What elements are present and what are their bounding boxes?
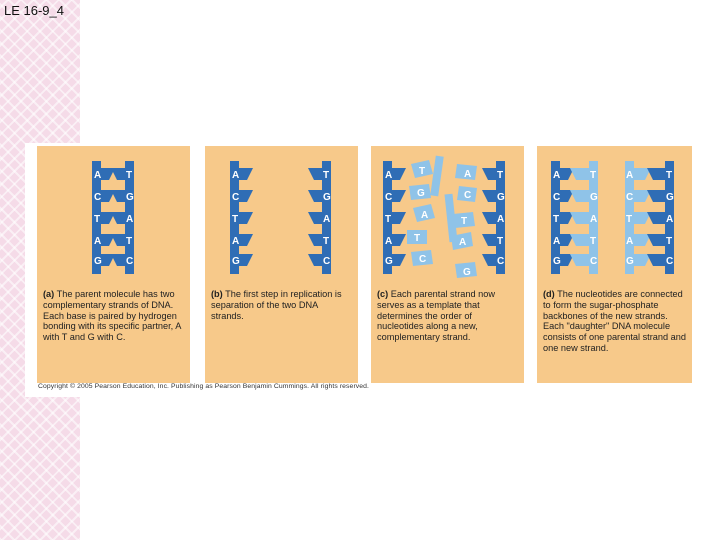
caption-text: Each parental strand now serves as a template that determines the order of nucleotides along a new, complementary strand. [377, 289, 495, 343]
new-base-label: T [461, 216, 468, 227]
panel-b-dna-illustration [205, 146, 358, 286]
base-label: C [497, 256, 505, 267]
copyright-notice: Copyright © 2005 Pearson Education, Inc. Publishing as Pearson Benjamin Cummings. All rights reserved. [38, 383, 370, 390]
base-label: A [666, 214, 674, 225]
base-label: G [385, 256, 393, 267]
base-label: A [385, 236, 393, 247]
base-label: G [126, 192, 134, 203]
panel-c-caption [377, 289, 518, 343]
base-label: G [323, 192, 331, 203]
base-label: C [126, 256, 134, 267]
slide-title: LE 16-9_4 [4, 3, 64, 18]
panel-a-dna-illustration [37, 146, 190, 286]
base-label: G [94, 256, 102, 267]
base-label: G [553, 256, 561, 267]
panel-tag: (d) [543, 289, 555, 299]
base-pair-3 [101, 212, 125, 224]
base-label: C [323, 256, 331, 267]
new-base-label: G [590, 192, 598, 203]
base-pair-1 [101, 168, 125, 180]
base-label: A [323, 214, 331, 225]
base-label: T [385, 214, 392, 225]
dna-replication-figure [25, 143, 695, 397]
base-label: A [232, 170, 240, 181]
panel-tag: (a) [43, 289, 55, 299]
panel-b [205, 146, 358, 383]
new-base-label: G [463, 267, 471, 278]
base-label: T [666, 236, 673, 247]
base-label: T [126, 236, 133, 247]
panel-d-dna-illustration [537, 146, 692, 286]
base-label: A [553, 236, 561, 247]
new-base-label: A [626, 170, 634, 181]
base-label: A [385, 170, 393, 181]
panel-d [537, 146, 692, 383]
new-base-label: A [464, 169, 472, 180]
new-base-label: T [419, 166, 426, 177]
new-base-label: G [626, 256, 634, 267]
new-base-label: A [626, 236, 634, 247]
new-backbone-segment [430, 156, 443, 197]
new-base-label: A [421, 210, 429, 221]
panel-b-caption [211, 289, 352, 321]
base-label: C [94, 192, 102, 203]
new-base-label: T [414, 233, 421, 244]
new-base-label: T [590, 236, 597, 247]
panel-a-caption [43, 289, 184, 343]
base-label: T [323, 236, 330, 247]
panel-c-dna-illustration [371, 146, 524, 286]
base-label: T [232, 214, 239, 225]
caption-text: The parent molecule has two complementary strands of DNA. Each base is paired by hydrogen bonding with its specific partner, A with T and G with C. [43, 289, 181, 343]
base-label: A [126, 214, 134, 225]
base-label: T [553, 214, 560, 225]
caption-text: The nucleotides are connected to form the sugar-phosphate backbones of the new strands. Each "daughter" DNA molecule consists of one parental strand and one new strand. [543, 289, 687, 353]
base-label: T [497, 170, 504, 181]
base-pair-5 [101, 254, 125, 266]
panel-tag: (b) [211, 289, 223, 299]
base-label: G [497, 192, 505, 203]
base-label: T [323, 170, 330, 181]
base-label: C [666, 256, 674, 267]
new-base-label: C [419, 254, 427, 265]
base-label: C [385, 192, 393, 203]
base-label: C [232, 192, 240, 203]
new-base-label: T [590, 170, 597, 181]
base-label: A [94, 170, 102, 181]
base-label: T [497, 236, 504, 247]
base-label: T [94, 214, 101, 225]
panel-d-caption [543, 289, 686, 354]
panel-a [37, 146, 190, 383]
new-base-label: C [464, 190, 472, 201]
base-label: T [666, 170, 673, 181]
caption-text: The first step in replication is separation of the two DNA strands. [211, 289, 342, 321]
new-base-label: A [590, 214, 598, 225]
base-label: A [94, 236, 102, 247]
panel-c [371, 146, 524, 383]
base-label: A [497, 214, 505, 225]
base-label: C [553, 192, 561, 203]
new-base-label: T [626, 214, 633, 225]
new-base-label: G [417, 188, 425, 199]
base-pair-4 [101, 234, 125, 246]
base-label: G [232, 256, 240, 267]
base-pair-2 [101, 190, 125, 202]
base-label: T [126, 170, 133, 181]
base-label: A [232, 236, 240, 247]
new-base-label: A [459, 237, 467, 248]
base-label: G [666, 192, 674, 203]
new-base-label: C [590, 256, 598, 267]
base-label: A [553, 170, 561, 181]
panel-tag: (c) [377, 289, 389, 299]
new-base-label: C [626, 192, 634, 203]
